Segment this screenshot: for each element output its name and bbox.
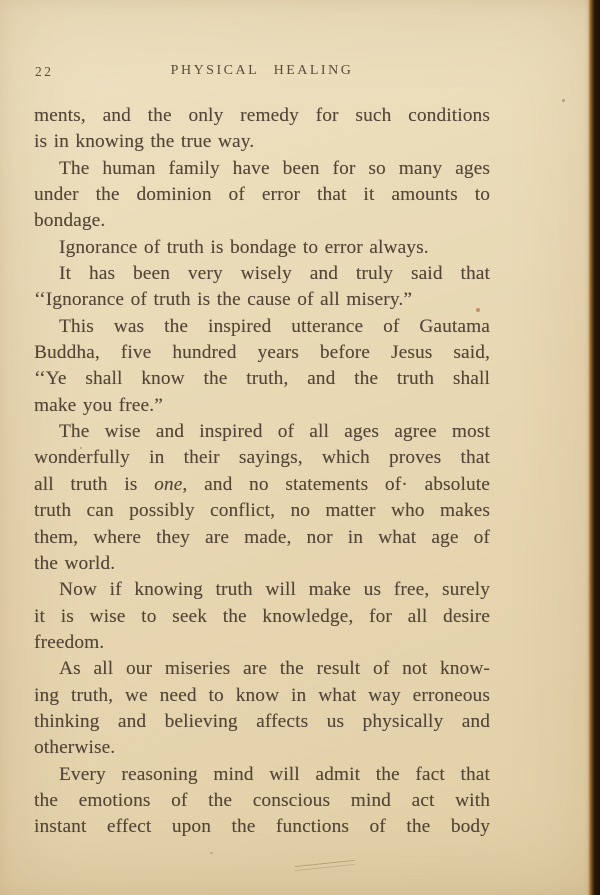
text-line: wonderfully in their sayings, which proves that xyxy=(34,447,490,469)
text-line: bondage. xyxy=(34,210,106,232)
right-page-edge xyxy=(584,0,600,895)
text-line: it is wise to seek the knowledge, for all desire xyxy=(34,605,490,627)
text-line: the emotions of the conscious mind act with xyxy=(34,789,490,811)
text-line: ‘‘Ignorance of truth is the cause of all misery.” xyxy=(34,289,413,311)
text-line: Now if knowing truth will make us free, surely xyxy=(59,579,490,601)
text-line: make you free.” xyxy=(34,394,163,416)
text-line: truth can possibly conflict, no matter who makes xyxy=(34,500,490,522)
text-line: all truth is one, and no statements of· absolute xyxy=(34,473,490,495)
text-line: Ignorance of truth is bondage to error always. xyxy=(59,236,429,258)
text-line: This was the inspired utterance of Gautama xyxy=(59,315,490,337)
text-line: The wise and inspired of all ages agree most xyxy=(59,421,490,443)
paper-speck xyxy=(210,852,213,854)
text-line: ‘‘Ye shall know the truth, and the truth shall xyxy=(34,368,490,390)
text-line: otherwise. xyxy=(34,737,116,759)
text-line: instant effect upon the functions of the body xyxy=(34,816,490,838)
paper-speck xyxy=(562,99,565,102)
text-line: As all our miseries are the result of not know- xyxy=(59,658,490,680)
text-line: them, where they are made, nor in what age of xyxy=(34,526,490,548)
text-line: Every reasoning mind will admit the fact that xyxy=(59,763,490,785)
text-line: The human family have been for so many ages xyxy=(59,157,490,179)
page-body xyxy=(34,103,490,841)
smudge-mark xyxy=(295,860,356,874)
text-line: thinking and believing affects us physically and xyxy=(34,710,490,732)
text-line: It has been very wisely and truly said that xyxy=(59,263,490,285)
text-line: the world. xyxy=(34,552,116,574)
text-line: freedom. xyxy=(34,631,105,653)
running-title: PHYSICAL HEALING xyxy=(170,63,354,78)
text-line: Buddha, five hundred years before Jesus said, xyxy=(34,342,490,364)
page-number: 22 xyxy=(35,64,54,79)
text-line: is in knowing the true way. xyxy=(34,131,255,153)
text-line: under the dominion of error that it amounts to xyxy=(34,184,490,206)
text-line: ing truth, we need to know in what way erroneous xyxy=(34,684,490,706)
page-header xyxy=(34,62,490,84)
text-line: ments, and the only remedy for such conditions xyxy=(34,105,490,126)
